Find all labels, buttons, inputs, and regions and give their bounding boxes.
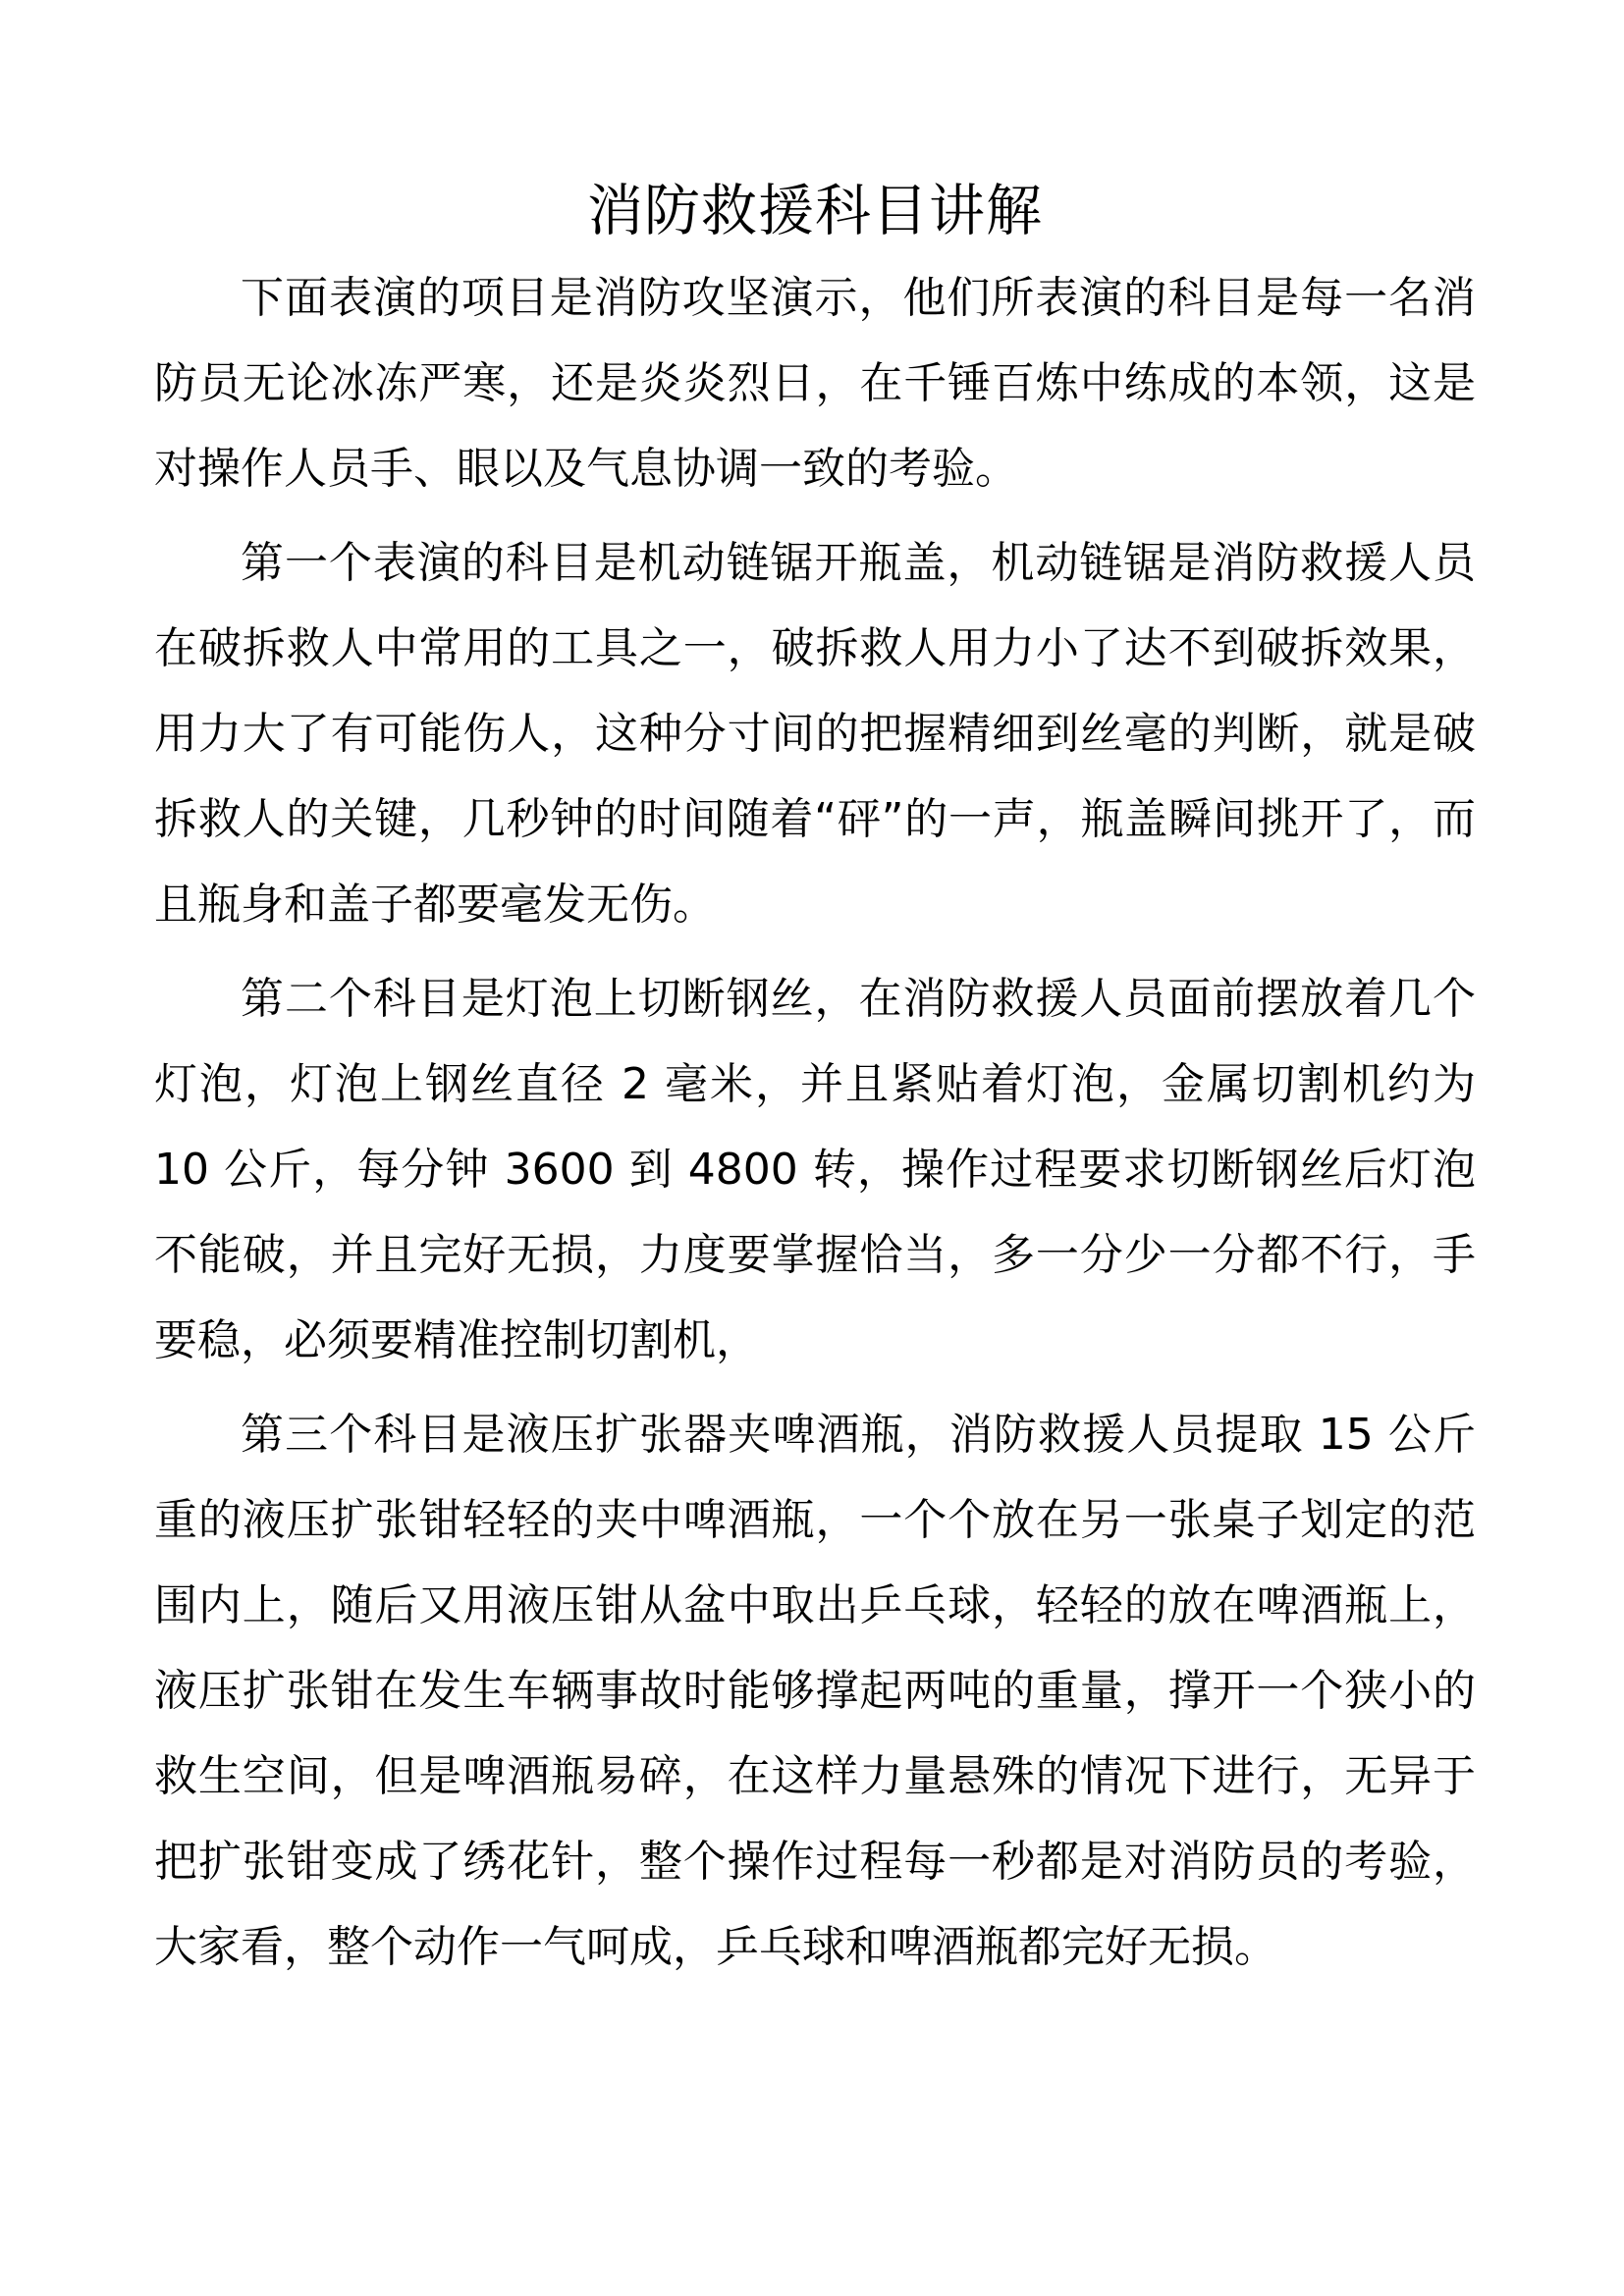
document-title: 消防救援科目讲解 bbox=[587, 179, 1043, 243]
paragraph-intro: 下面表演的项目是消防攻坚演示，他们所表演的科目是每一名消防员无论冰冻严寒，还是炎炎烈日，在千锤百炼中练成的本领，这是对操作人员手、眼以及气息协调一致的考验。 bbox=[154, 273, 1476, 494]
document-page bbox=[154, 167, 1476, 1990]
paragraph-chainsaw: 第一个表演的科目是机动链锯开瓶盖，机动链锯是消防救援人员在破拆救人中常用的工具之一，破拆救人用力小了达不到破拆效果，用力大了有可能伤人，这种分寸间的把握精细到丝毫的判断，就是破拆救人的关键，几秒钟的时间随着“砰”的一声，瓶盖瞬间挑开了，而且瓶身和盖子都要毫发无伤。 bbox=[154, 538, 1476, 930]
paragraph-hydraulic-spreader: 第三个科目是液压扩张器夹啤酒瓶，消防救援人员提取 15 公斤重的液压扩张钳轻轻的夹中啤酒瓶，一个个放在另一张桌子划定的范围内上，随后又用液压钳从盆中取出乒乓球，轻轻的放在啤酒瓶上，液压扩张钳在发生车辆事故时能够撑起两吨的重量，撑开一个狭小的救生空间，但是啤酒瓶易碎，在这样力量悬殊的情况下进行，无异于把扩张钳变成了绣花针，整个操作过程每一秒都是对消防员的考验，大家看，整个动作一气呵成，乒乓球和啤酒瓶都完好无损。 bbox=[154, 1410, 1476, 1972]
paragraph-bulb-wire: 第二个科目是灯泡上切断钢丝，在消防救援人员面前摆放着几个灯泡，灯泡上钢丝直径 2 毫米，并且紧贴着灯泡，金属切割机约为 10 公斤，每分钟 3600 到 4800 转，操作过程要求切断钢丝后灯泡不能破，并且完好无损，力度要掌握恰当，多一分少一分都不行，手要稳，必须要精准控制切割机， bbox=[154, 974, 1476, 1365]
